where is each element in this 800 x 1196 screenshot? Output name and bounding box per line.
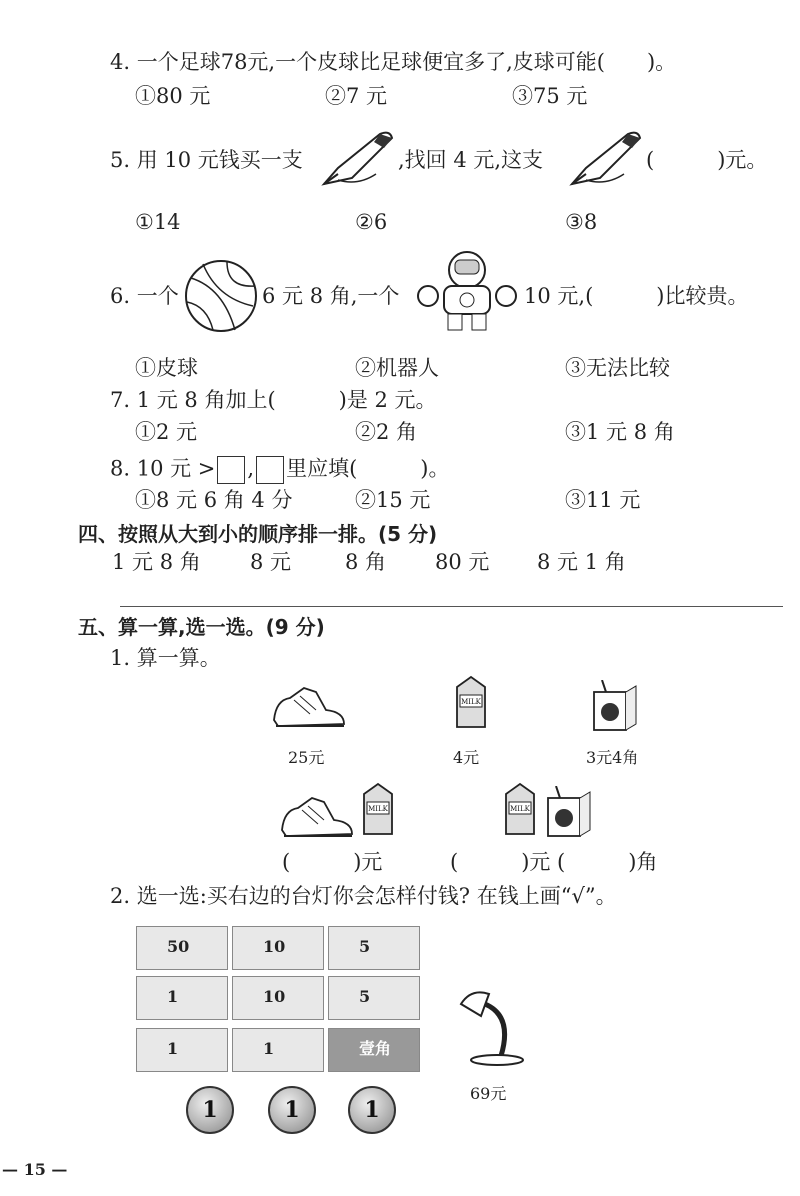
answer-box[interactable]	[217, 456, 245, 484]
q6-option-2: ②机器人	[355, 356, 439, 380]
banknote[interactable]: 1	[136, 976, 228, 1020]
q7-text: 7. 1 元 8 角加上( )是 2 元。	[110, 388, 437, 412]
banknote[interactable]: 5	[328, 976, 420, 1020]
q5-option-1: ①14	[135, 210, 181, 234]
juice-box-icon	[590, 680, 640, 732]
section-4-title: 四、按照从大到小的顺序排一排。(5 分)	[78, 522, 438, 546]
q7-option-3: ③1 元 8 角	[565, 420, 675, 444]
banknote[interactable]: 10	[232, 976, 324, 1020]
q4-option-1: ①80 元	[135, 84, 211, 108]
q8-option-3: ③11 元	[565, 488, 641, 512]
banknote[interactable]: 50	[136, 926, 228, 970]
q4-option-2: ②7 元	[325, 84, 388, 108]
milk-carton-icon	[451, 673, 491, 731]
banknote[interactable]: 1	[136, 1028, 228, 1072]
q8-text-b: ,	[247, 456, 255, 481]
svg-text:MILK: MILK	[461, 698, 481, 706]
lamp-price: 69元	[470, 1084, 507, 1103]
q6-text-a: 6. 一个	[110, 284, 179, 308]
q8-line	[110, 456, 449, 484]
section-5-title: 五、算一算,选一选。(9 分)	[78, 615, 325, 639]
q5-option-3: ③8	[565, 210, 598, 234]
q6-text-c: 10 元,( )比较贵。	[524, 284, 749, 308]
q5-text-c: ( )元。	[646, 148, 768, 172]
page-number: — 15 —	[2, 1160, 68, 1179]
q6-option-3: ③无法比较	[565, 356, 670, 380]
q8-option-1: ①8 元 6 角 4 分	[135, 488, 293, 512]
pen-icon	[566, 128, 646, 190]
q8-option-2: ②15 元	[355, 488, 431, 512]
svg-text:MILK: MILK	[368, 805, 388, 813]
q7-option-1: ①2 元	[135, 420, 198, 444]
shoes-icon	[278, 790, 356, 842]
coin[interactable]: 1	[268, 1086, 316, 1134]
pen-icon	[318, 128, 398, 190]
q5-option-2: ②6	[355, 210, 388, 234]
banknote[interactable]: 5	[328, 926, 420, 970]
answer-2: ( )元 ( )角	[450, 850, 658, 874]
sec4-item: 8 元 1 角	[537, 550, 626, 574]
desk-lamp-icon	[455, 986, 525, 1068]
q7-option-2: ②2 角	[355, 420, 418, 444]
svg-text:MILK: MILK	[510, 805, 530, 813]
shoes-icon	[270, 680, 348, 732]
banknote[interactable]: 10	[232, 926, 324, 970]
robot-icon	[414, 246, 520, 334]
q4-option-3: ③75 元	[512, 84, 588, 108]
banknote[interactable]: 壹角	[328, 1028, 420, 1072]
sec5-sub1: 1. 算一算。	[110, 646, 221, 670]
answer-1: ( )元	[282, 850, 383, 874]
q6-option-1: ①皮球	[135, 356, 198, 380]
juice-box-icon	[544, 786, 594, 838]
price-juice: 3元4角	[586, 748, 639, 767]
sec4-item: 1 元 8 角	[112, 550, 201, 574]
price-shoes: 25元	[288, 748, 325, 767]
sec5-sub2: 2. 选一选:买右边的台灯你会怎样付钱? 在钱上画“√”。	[110, 884, 617, 908]
q5-text-a: 5. 用 10 元钱买一支	[110, 148, 303, 172]
sec4-item: 80 元	[435, 550, 490, 574]
q8-text-c: 里应填( )。	[286, 456, 450, 481]
q5-text-b: ,找回 4 元,这支	[398, 148, 544, 172]
q4-text: 4. 一个足球78元,一个皮球比足球便宜多了,皮球可能( )。	[110, 50, 677, 74]
coin[interactable]: 1	[348, 1086, 396, 1134]
milk-carton-icon	[358, 780, 398, 838]
q6-text-b: 6 元 8 角,一个	[262, 284, 400, 308]
price-milk: 4元	[453, 748, 480, 767]
milk-carton-icon	[500, 780, 540, 838]
ball-icon	[183, 258, 259, 334]
banknote[interactable]: 1	[232, 1028, 324, 1072]
answer-box[interactable]	[256, 456, 284, 484]
divider	[120, 606, 783, 607]
sec4-item: 8 元	[250, 550, 292, 574]
sec4-item: 8 角	[345, 550, 387, 574]
coin[interactable]: 1	[186, 1086, 234, 1134]
q8-text-a: 8. 10 元 >	[110, 456, 216, 481]
